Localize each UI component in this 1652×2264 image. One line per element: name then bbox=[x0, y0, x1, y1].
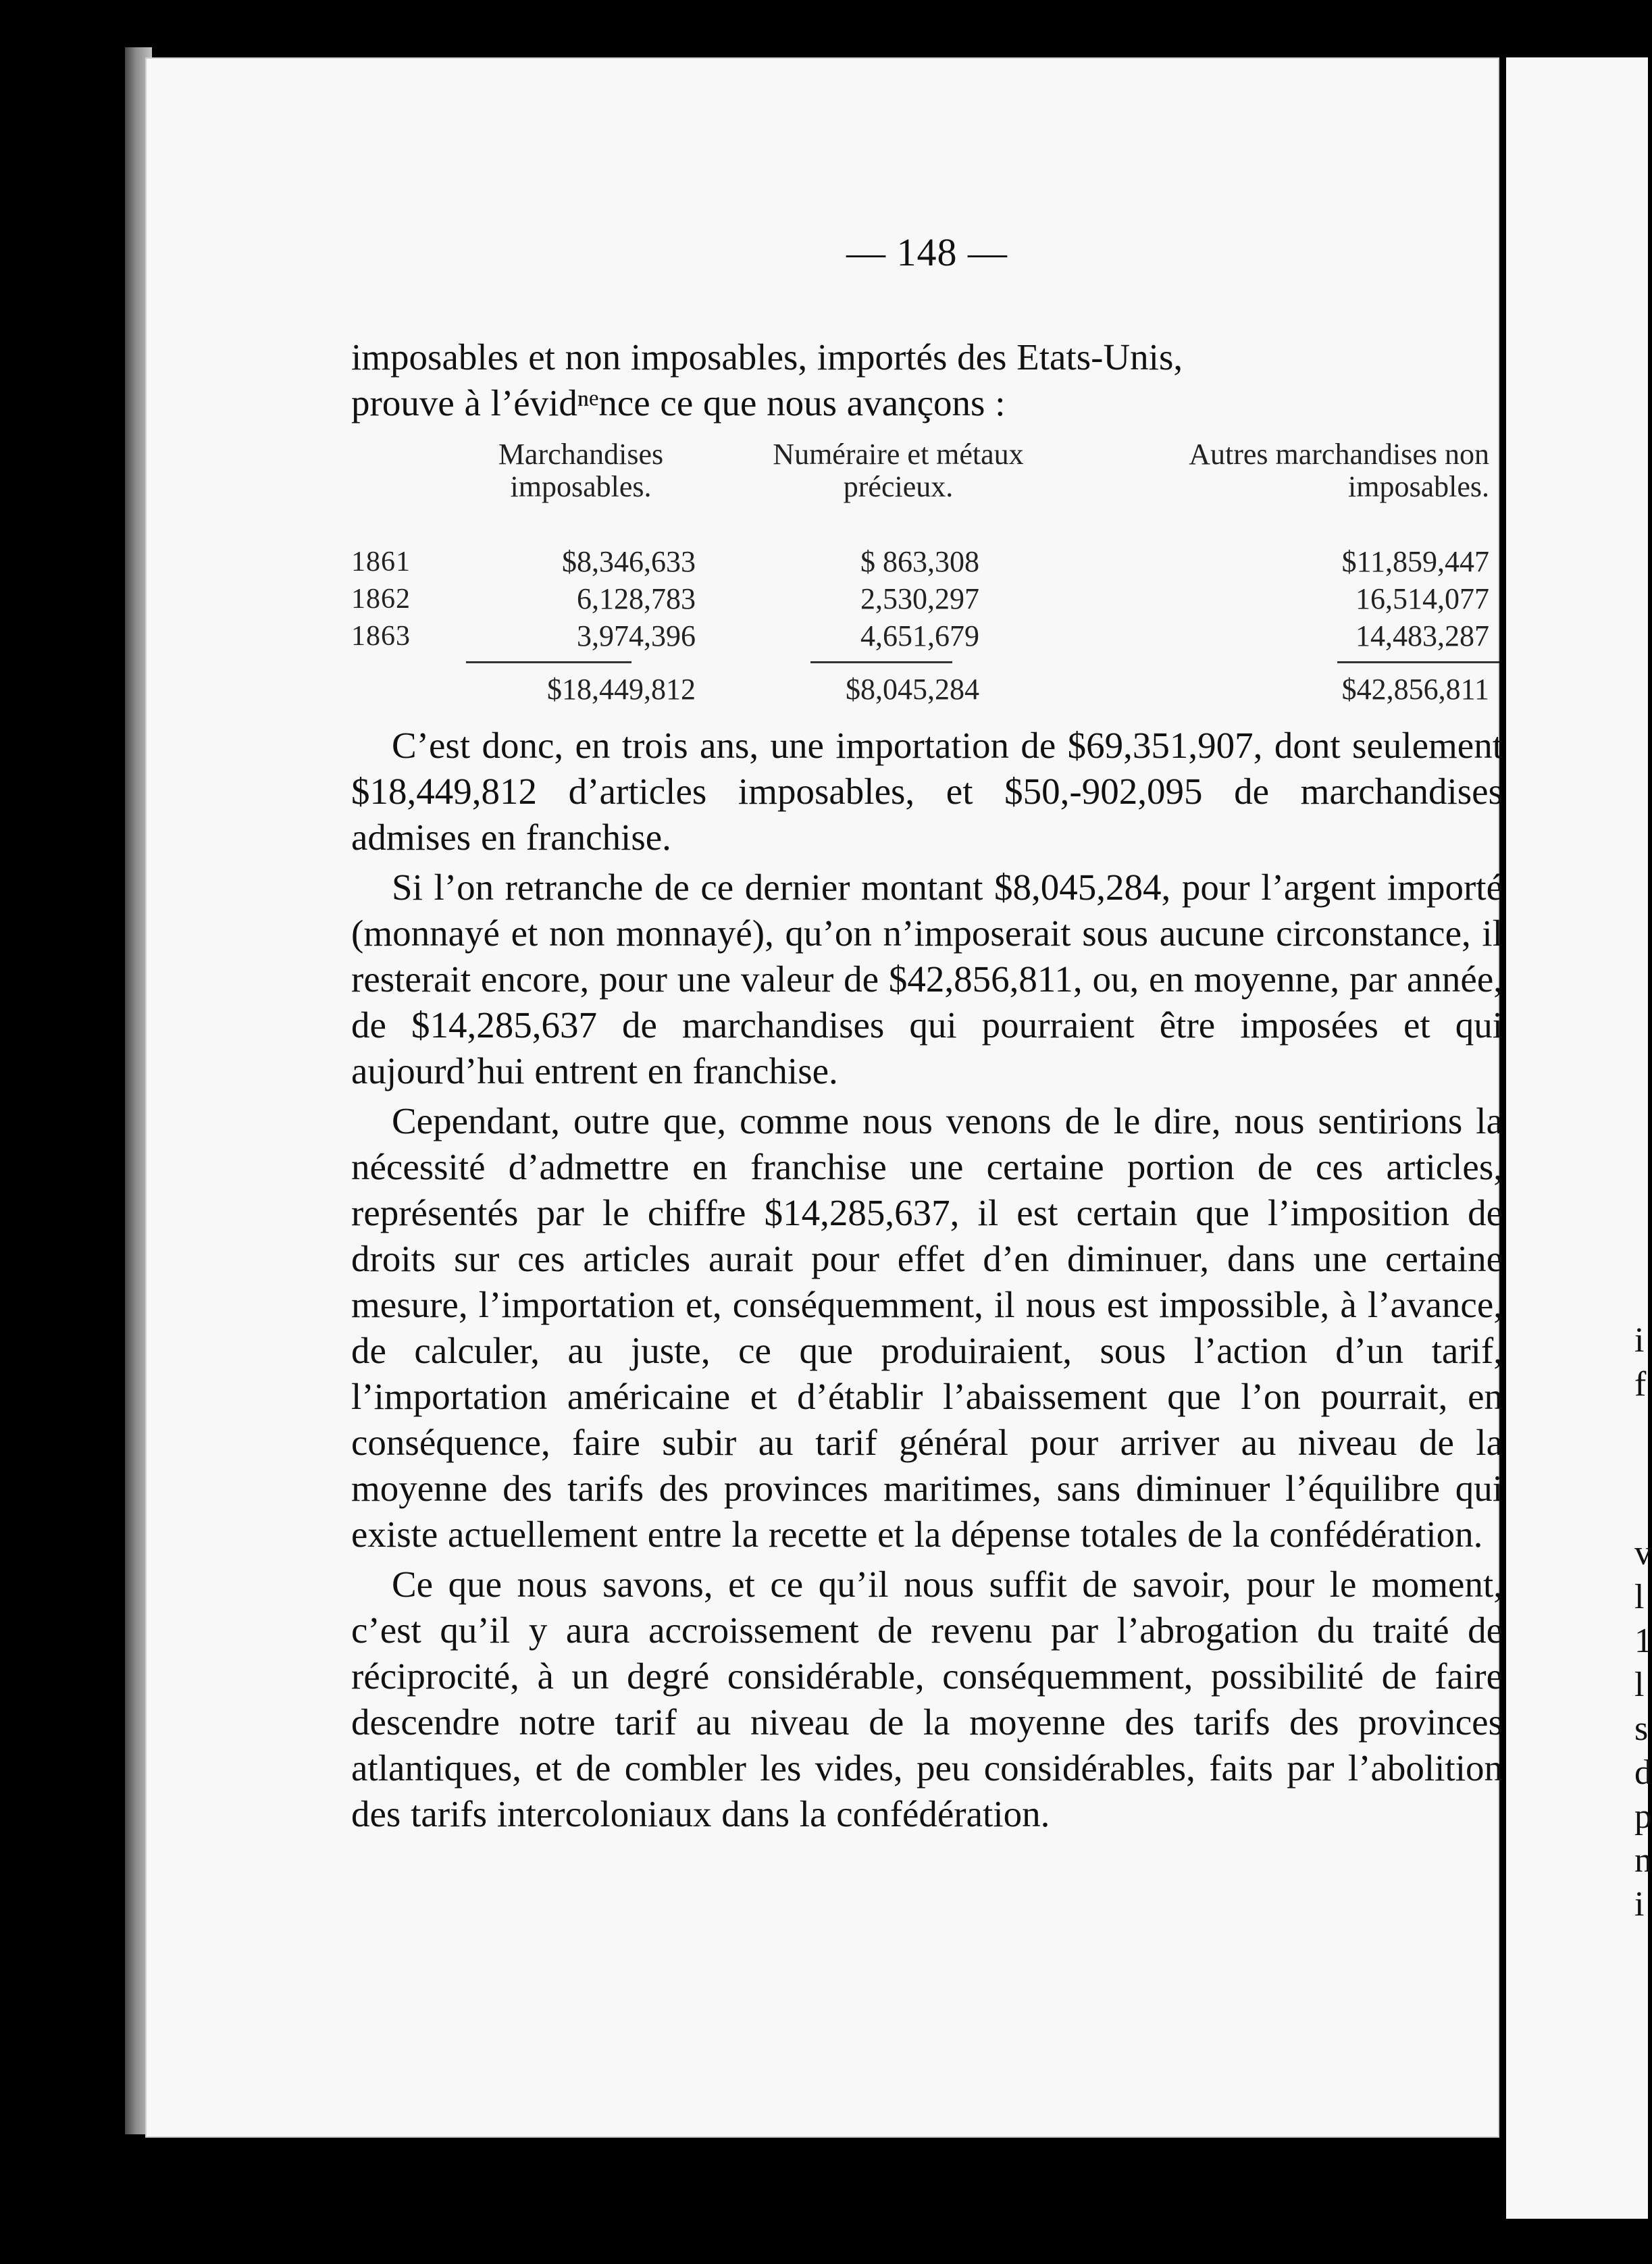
paragraph-3: Cependant, outre que, comme nous venons de le dire, nous sentirions la nécessité d’admettre en franchise une certaine portion de ces articles, représentés par le chiffre $14,285,637, il est certain que l’imposition de droits sur ces articles aurait pour effet d’en diminuer, dans une certaine mesure, l’importation et, conséquemment, il nous est impossible, à l’avance, de calculer, au juste, ce que produiraient, sous l’action d’un tarif, l’importation américaine et d’établir l’abaissement que l’on pourrait, en conséquence, faire subir au tarif général pour arriver au niveau de la moyenne des tarifs des provinces maritimes, sans diminuer l’équilibre qui existe actuellement entre la recette et la dépense totales de la confédération. bbox=[351, 1100, 1503, 1555]
table-row bbox=[351, 580, 1503, 617]
row-imposables: $8,346,633 bbox=[562, 544, 696, 578]
paragraph-4: Ce que nous savons, et ce qu’il nous suffit de savoir, pour le moment, c’est qu’il y aura accroissement de revenu par l’abrogation du traité de réciprocité, à un degré considérable, conséquemment, possibilité de faire descendre notre tarif au niveau de la moyenne des tarifs des provinces atlantiques, et de combler les vides, peu considérables, faits par l’abolition des tarifs intercoloniaux dans la confédération. bbox=[351, 1564, 1503, 1834]
total-rule-imposables bbox=[466, 661, 631, 663]
row-autres: $11,859,447 bbox=[1341, 544, 1489, 578]
total-rule-numeraire bbox=[810, 661, 952, 663]
row-numeraire: 4,651,679 bbox=[860, 619, 979, 652]
right-fragment: i bbox=[1634, 1885, 1645, 1924]
table-row bbox=[351, 617, 1503, 654]
row-autres: 16,514,077 bbox=[1356, 582, 1489, 615]
row-autres: 14,483,287 bbox=[1356, 619, 1489, 652]
page-content bbox=[351, 230, 1503, 1837]
row-imposables: 6,128,783 bbox=[577, 582, 696, 615]
total-autres: $42,856,811 bbox=[1341, 672, 1489, 706]
right-fragment: f bbox=[1634, 1365, 1647, 1404]
bottom-border bbox=[145, 2138, 1499, 2264]
right-fragment: s bbox=[1634, 1709, 1649, 1748]
page-number: — 148 — bbox=[846, 230, 1008, 274]
intro-paragraph bbox=[351, 334, 1503, 426]
table-row bbox=[351, 543, 1503, 580]
left-page bbox=[145, 57, 1503, 2138]
row-year: 1862 bbox=[351, 583, 411, 615]
totals-row bbox=[351, 671, 1503, 708]
row-year: 1861 bbox=[351, 546, 411, 577]
import-table bbox=[351, 438, 1503, 708]
total-rule-autres bbox=[1337, 661, 1499, 663]
right-fragment: 1 bbox=[1634, 1622, 1652, 1660]
table-header-row bbox=[351, 438, 1503, 543]
right-fragment: l bbox=[1634, 1666, 1645, 1704]
paragraph-1: C’est donc, en trois ans, une importation de $69,351,907, dont seulement $18,449,812 d’articles imposables, et $50,-902,095 de marchandises admises en franchise. bbox=[351, 725, 1503, 858]
right-fragment: d bbox=[1634, 1753, 1652, 1792]
total-rules bbox=[351, 654, 1503, 668]
row-year: 1863 bbox=[351, 620, 411, 652]
right-fragment: l bbox=[1634, 1578, 1645, 1616]
row-numeraire: $ 863,308 bbox=[860, 544, 979, 578]
paragraph-2: Si l’on retranche de ce dernier montant $8,045,284, pour l’argent importé (monnayé et non monnayé), qu’on n’imposerait sous aucune circonstance, il resterait encore, pour une valeur de $42,856,811, ou, en moyenne, par année, de $14,285,637 de marchandises qui pourraient être imposées et qui aujourd’hui entrent en franchise. bbox=[351, 867, 1503, 1091]
header-autres: Autres marchandises non imposables. bbox=[1189, 438, 1489, 503]
row-numeraire: 2,530,297 bbox=[860, 582, 979, 615]
right-fragment: i bbox=[1634, 1321, 1645, 1360]
right-fragment: p bbox=[1634, 1797, 1652, 1836]
right-fragment: n bbox=[1634, 1841, 1652, 1880]
right-page-edge bbox=[1506, 57, 1652, 2219]
right-fragment: v bbox=[1634, 1534, 1652, 1572]
total-numeraire: $8,045,284 bbox=[846, 672, 979, 706]
header-numeraire: Numéraire et métaux précieux. bbox=[773, 438, 1024, 503]
intro-line-2: prouve à l’évidⁿᵉnce ce que nous avançons : bbox=[351, 382, 1006, 423]
header-imposables: Marchandises imposables. bbox=[498, 438, 664, 503]
total-imposables: $18,449,812 bbox=[547, 672, 696, 706]
intro-line-1: imposables et non imposables, importés des Etats-Unis, bbox=[351, 336, 1183, 378]
row-imposables: 3,974,396 bbox=[577, 619, 696, 652]
